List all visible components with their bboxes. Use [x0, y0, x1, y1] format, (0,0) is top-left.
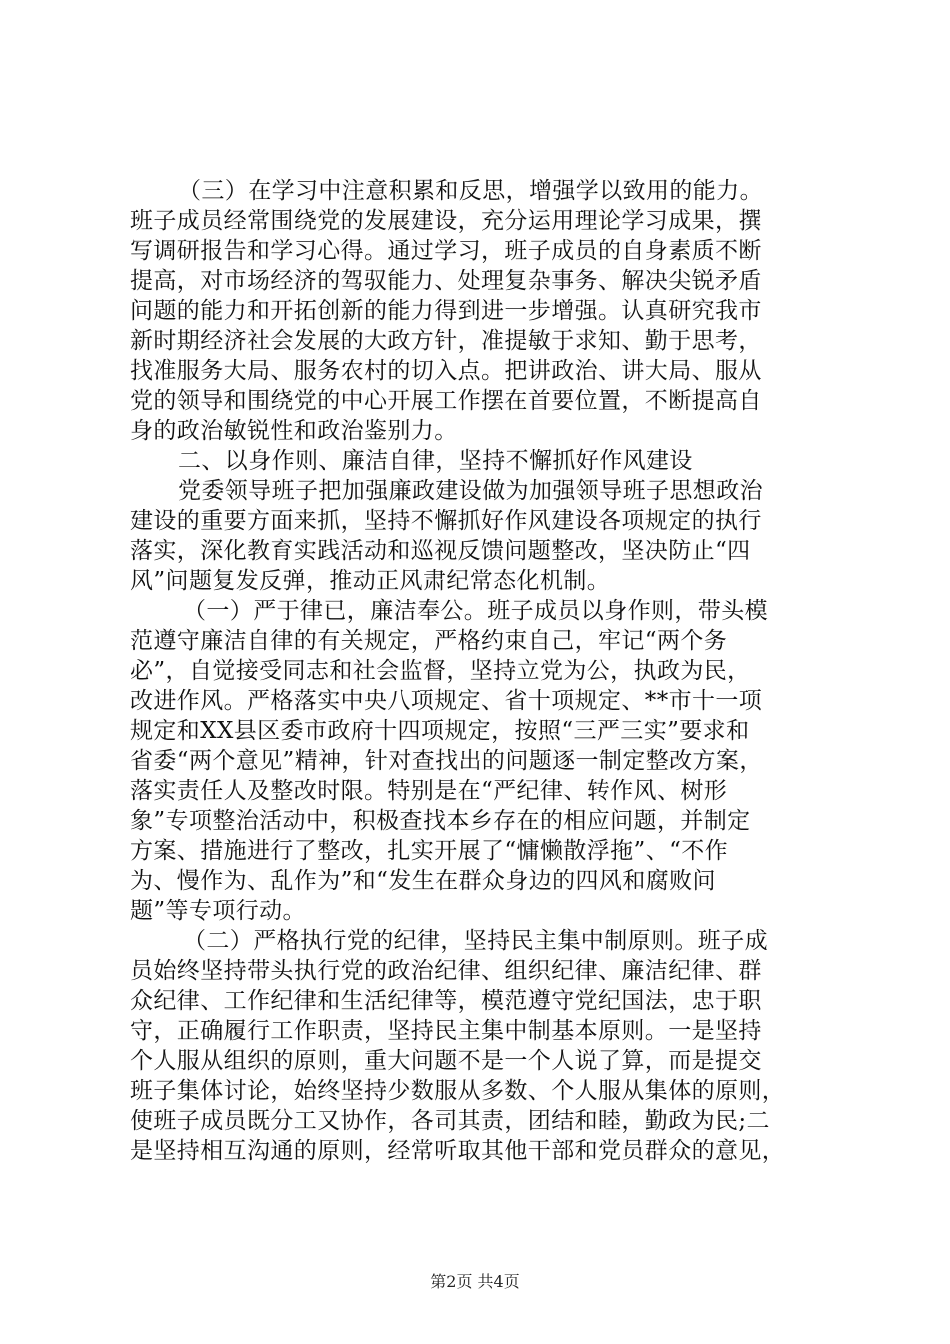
paragraph-line: 班子成员经常围绕党的发展建设，充分运用理论学习成果，撰 — [130, 208, 762, 234]
paragraph-line: 党委领导班子把加强廉政建设做为加强领导班子思想政治 — [178, 478, 763, 504]
paragraph-line: 建设的重要方面来抓，坚持不懈抓好作风建设各项规定的执行 — [130, 508, 762, 534]
paragraph-line: （三）在学习中注意积累和反思，增强学以致用的能力。 — [178, 178, 763, 204]
paragraph-line: 使班子成员既分工又协作，各司其责，团结和睦，勤政为民;二 — [130, 1108, 770, 1134]
paragraph-line: 范遵守廉洁自律的有关规定，严格约束自己，牢记“两个务 — [130, 628, 728, 654]
paragraph-line: 党的领导和围绕党的中心开展工作摆在首要位置，不断提高自 — [130, 388, 762, 414]
paragraph-line: 问题的能力和开拓创新的能力得到进一步增强。认真研究我市 — [130, 298, 762, 324]
paragraph-line: 方案、措施进行了整改，扎实开展了“慵懒散浮拖”、“不作 — [130, 838, 729, 864]
paragraph-line: 员始终坚持带头执行党的政治纪律、组织纪律、廉洁纪律、群 — [130, 958, 762, 984]
paragraph-line: 落实责任人及整改时限。特别是在“严纪律、转作风、树形 — [130, 778, 728, 804]
paragraph-line: 写调研报告和学习心得。通过学习，班子成员的自身素质不断 — [130, 238, 762, 264]
paragraph-line: 找准服务大局、服务农村的切入点。把讲政治、讲大局、服从 — [130, 358, 762, 384]
paragraph-line: 落实，深化教育实践活动和巡视反馈问题整改，坚决防止“四 — [130, 538, 751, 564]
paragraph-line: 象”专项整治活动中，积极查找本乡存在的相应问题，并制定 — [130, 808, 751, 834]
paragraph-line: 题”等专项行动。 — [130, 898, 306, 924]
paragraph-line: （一）严于律已，廉洁奉公。班子成员以身作则，带头模 — [183, 598, 768, 624]
paragraph-line: 省委“两个意见”精神，针对查找出的问题逐一制定整改方案， — [130, 748, 763, 774]
paragraph-line: 守，正确履行工作职责，坚持民主集中制基本原则。一是坚持 — [130, 1018, 762, 1044]
section-heading: 二、以身作则、廉洁自律，坚持不懈抓好作风建设 — [178, 448, 693, 474]
paragraph-line: 新时期经济社会发展的大政方针，准提敏于求知、勤于思考， — [130, 328, 762, 354]
paragraph-line: （二）严格执行党的纪律，坚持民主集中制原则。班子成 — [183, 928, 768, 954]
paragraph-line: 规定和XX县区委市政府十四项规定，按照“三严三实”要求和 — [130, 718, 750, 744]
page-number-footer: 第2页 共4页 — [430, 1272, 520, 1291]
paragraph-line: 为、慢作为、乱作为”和“发生在群众身边的四风和腐败问 — [130, 868, 716, 894]
paragraph-line: 必”，自觉接受同志和社会监督，坚持立党为公，执政为民， — [130, 658, 751, 684]
paragraph-line: 是坚持相互沟通的原则，经常听取其他干部和党员群众的意见， — [130, 1138, 786, 1164]
paragraph-line: 个人服从组织的原则，重大问题不是一个人说了算，而是提交 — [130, 1048, 762, 1074]
paragraph-line: 身的政治敏锐性和政治鉴别力。 — [130, 418, 458, 444]
paragraph-line: 风”问题复发反弹，推动正风肃纪常态化机制。 — [130, 568, 611, 594]
paragraph-line: 班子集体讨论，始终坚持少数服从多数、个人服从集体的原则， — [130, 1078, 786, 1104]
paragraph-line: 提高，对市场经济的驾驭能力、处理复杂事务、解决尖锐矛盾 — [130, 268, 762, 294]
paragraph-line: 众纪律、工作纪律和生活纪律等，模范遵守党纪国法，忠于职 — [130, 988, 762, 1014]
paragraph-line: 改进作风。严格落实中央八项规定、省十项规定、**市十一项 — [130, 688, 763, 714]
